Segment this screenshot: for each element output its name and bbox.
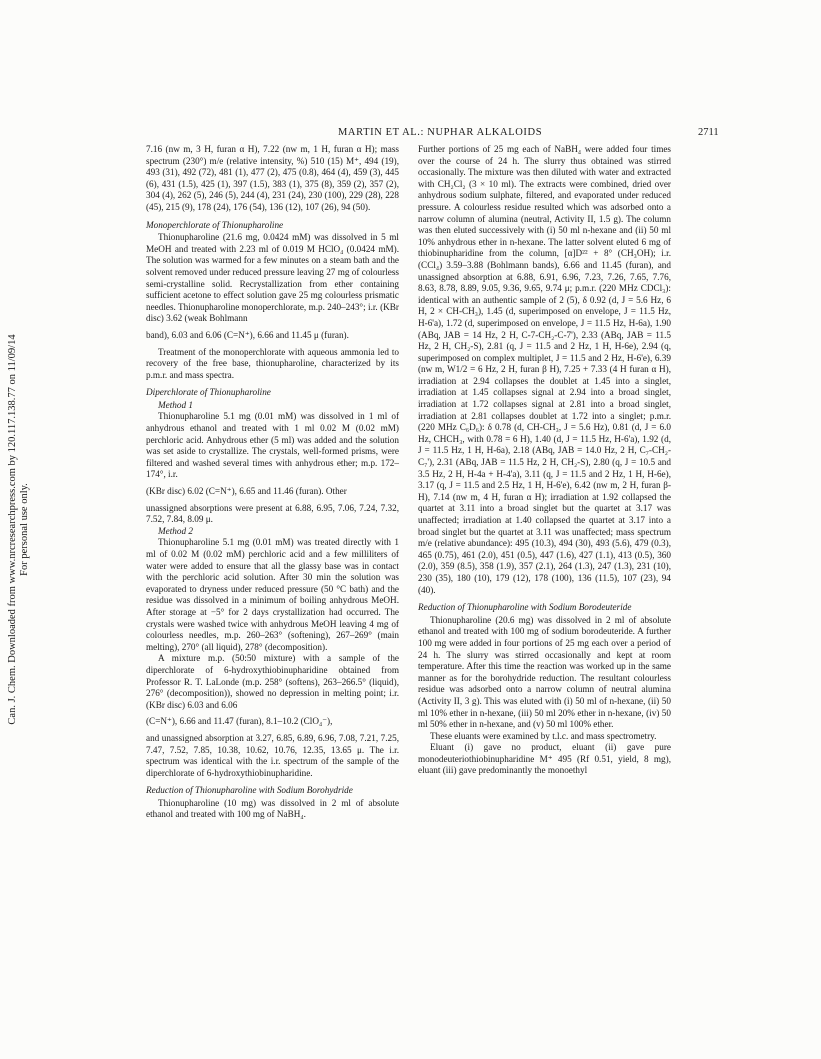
- download-watermark: [0, 0, 31, 1059]
- ir-kbr-line: (KBr disc) 6.02 (C=N⁺), 6.65 and 11.46 (furan). Other: [146, 486, 347, 497]
- monoperchlorate-paragraph: Thionupharoline (21.6 mg, 0.0424 mM) was dissolved in 5 ml MeOH and treated with 2.23 ml of 0.019 M HClO₄ (0.0424 mM). The solution was warmed for a few minutes on a steam bath and the solvent removed under reduced pressure leaving 27 mg of colourless semi-crystalline solid. Recrystallization from ether containing sufficient acetone to effect solution gave 25 mg colourless prismatic needles. Thionupharoline monoperchlorate, m.p. 240–243°; i.r. (KBr disc) 3.62 (weak Bohlmann: [146, 232, 399, 324]
- ir-perchlorate-line: (C=N⁺), 6.66 and 11.47 (furan), 8.1–10.2 (ClO₄⁻),: [146, 716, 333, 727]
- section-heading-borohydride: Reduction of Thionupharoline with Sodium Borohydride: [146, 785, 353, 796]
- unassigned-absorptions-line: unassigned absorptions were present at 6.88, 6.95, 7.06, 7.24, 7.32, 7.52, 7.84, 8.09 μ.: [146, 502, 399, 525]
- watermark-line-1: Can. J. Chem. Downloaded from www.nrcresearchpress.com by 120.117.138.77 on 11/09/14: [7, 334, 18, 725]
- spectrum-paragraph: 7.16 (nw m, 3 H, furan α H), 7.22 (nw m, 1 H, furan α H); mass spectrum (230°) m/e (relative intensity, %) 510 (15) M⁺, 494 (19), 493 (31), 492 (72), 481 (1), 477 (2), 475 (0.8), 464 (4), 459 (3), 445 (6), 431 (1.5), 425 (1), 397 (1.5), 383 (1), 375 (8), 359 (2), 357 (2), 304 (4), 262 (5), 246 (5), 244 (4), 231 (24), 230 (100), 229 (28), 228 (45), 215 (9), 178 (24), 176 (54), 136 (12), 107 (26), 94 (50).: [146, 144, 399, 212]
- reduction-paragraph: Further portions of 25 mg each of NaBH₄ were added four times over the course of 24 h. The slurry thus obtained was stirred occasionally. The mixture was then diluted with water and extracted with CH₂Cl₂ (3 × 10 ml). The extracts were combined, dried over anhydrous sodium sulphate, filtered, and evaporated under reduced pressure. A colourless residue resulted which was adsorbed onto a narrow column of alumina (neutral, Activity II, 1.5 g). The column was then eluted successively with (i) 50 ml n-hexane and (ii) 50 ml 10% anhydrous ether in n-hexane. The latter solvent eluted 6 mg of thiobinupharidine from the column, [α]D²² + 8° (CH₃OH); i.r. (CCl₄) 3.59–3.88 (Bohlmann bands), 6.66 and 11.45 (furan), and unassigned absorption at 6.88, 6.91, 6.96, 7.23, 7.26, 7.65, 7.76, 8.63, 8.78, 8.89, 9.05, 9.36, 9.65, 9.74 μ; p.m.r. (220 MHz CDCl₃): identical with an authentic sample of 2 (5), δ 0.92 (d, J = 5.6 Hz, 6 H, 2 × CH-CH₃), 1.45 (d, superimposed on envelope, J = 11.5 Hz, H-6'a), 1.72 (d, superimposed on envelope, J = 11.5 Hz, H-6a), 1.90 (ABq, JAB = 14 Hz, 2 H, C-7-CH₂-C-7'), 2.33 (ABq, JAB = 11.5 Hz, 2 H, CH₂-S), 2.81 (q, J = 11.5 and 2 Hz, 1 H, H-6e), 2.94 (q, superimposed on complex multiplet, J = 11.5 and 2 Hz, H-6'e), 6.39 (nw m, W1/2 = 6 Hz, 2 H, furan β H), 7.25 + 7.33 (4 H furan α H), irradiation at 2.94 collapses the doublet at 1.45 into a singlet, irradiation at 1.45 collapses signal at 2.94 into a broad singlet, irradiation at 1.72 collapses signal at 2.81 into a broad singlet, irradiation at 2.81 collapses doublet at 1.72 into a singlet; p.m.r. (220 MHz C₆D₆): δ 0.78 (d, CH-CH₃, J = 5.6 Hz), 0.81 (d, J = 6.0 Hz, CHCH₃, with 0.78 = 6 H), 1.40 (d, J = 11.5 Hz, H-6'a), 1.92 (d, J = 11.5 Hz, 1 H, H-6a), 2.18 (ABq, JAB = 14.0 Hz, 2 H, C₇-CH₂-C₇'), 2.31 (ABq, JAB = 11.5 Hz, 2 H, CH₂-S), 2.80 (q, J = 10.5 and 3.5 Hz, 2 H, H-4a + H-4'a), 3.11 (q, J = 11.5 and 2 Hz, 1 H, H-6e), 3.17 (q, J = 11.5 and 2.5 Hz, 1 H, H-6'e), 6.42 (nw m, 2 H, furan β-H), 7.14 (nw m, 4 H, furan α H); irradiation at 1.92 collapsed the quartet at 3.11 into a broad singlet but the quartet at 3.17 was unaffected; irradiation at 1.40 collapsed the quartet at 3.17 into a broad singlet but the quartet at 3.11 was unaffected; mass spectrum m/e (relative abundance): 495 (10.3), 494 (30), 493 (5.6), 479 (0.3), 465 (0.75), 461 (2.0), 451 (0.5), 447 (1.6), 427 (1.1), 413 (0.5), 360 (2.0), 359 (8.5), 358 (1.9), 357 (2.1), 264 (1.3), 247 (1.3), 231 (10), 230 (35), 180 (10), 179 (12), 178 (100), 136 (11.5), 107 (23), 94 (40).: [418, 144, 671, 595]
- method-2-heading: Method 2: [158, 525, 193, 536]
- page-header: [0, 127, 821, 143]
- running-head: MARTIN ET AL.: NUPHAR ALKALOIDS: [338, 127, 543, 138]
- mixture-mp-paragraph: A mixture m.p. (50:50 mixture) with a sample of the diperchlorate of 6-hydroxythiobinupharidine obtained from Professor R. T. LaLonde (m.p. 258° (softens), 263–266.5° (liquid), 276° (decomposition)), showed no depression in melting point; i.r. (KBr disc) 6.03 and 6.06: [146, 653, 399, 710]
- eluant-results-paragraph: Eluant (i) gave no product, eluant (ii) gave pure monodeuteriothiobinupharidine M⁺ 495 (Rf 0.51, yield, 8 mg), eluant (iii) gave predominantly the monoethyl: [418, 742, 671, 776]
- ir-identical-paragraph: and unassigned absorption at 3.27, 6.85, 6.89, 6.96, 7.08, 7.21, 7.25, 7.47, 7.52, 7.85, 10.38, 10.62, 10.76, 12.35, 13.65 μ. The i.r. spectrum was identical with the i.r. spectrum of the sample of the diperchlorate of 6-hydroxythiobinupharidine.: [146, 732, 399, 778]
- ir-band-line: band), 6.03 and 6.06 (C=N⁺), 6.66 and 11.45 μ (furan).: [146, 329, 349, 340]
- borodeuteride-paragraph: Thionupharoline (20.6 mg) was dissolved in 2 ml of absolute ethanol and treated with 100 mg of sodium borodeuteride. A further 100 mg were added in four portions of 25 mg each over a period of 24 h. The slurry was stirred occasionally and kept at room temperature. After this time the reaction was worked up in the same manner as for the borohydride reduction. The resultant colourless residue was adsorbed onto a narrow column of neutral alumina (Activity II, 3 g). This was eluted with (i) 50 ml of n-hexane, (ii) 50 ml 10% ether in n-hexane, (iii) 50 ml 20% ether in n-hexane, (iv) 50 ml 50% ether in n-hexane, and (v) 50 ml 100% ether.: [418, 614, 671, 730]
- section-heading-diperchlorate: Diperchlorate of Thionupharoline: [146, 387, 271, 398]
- method-2-paragraph: Thionupharoline 5.1 mg (0.01 mM) was treated directly with 1 ml of 0.02 M (0.02 mM) perchloric acid and a few milliliters of water were added to ensure that all the glassy base was in contact with the perchloric acid solution. After 30 min the solution was evaporated to dryness under reduced pressure (50 °C bath) and the residue was dissolved in a minimum of boiling anhydrous MeOH. After storage at −5° for 2 days crystallization had occurred. The crystals were washed twice with anhydrous MeOH leaving 4 mg of colourless needles, m.p. 260–263° (softening), 267–269° (main melting), 270° (all liquid), 278° (decomposition).: [146, 537, 399, 652]
- method-1-heading: Method 1: [158, 399, 193, 410]
- watermark-line-2: For personal use only.: [19, 483, 30, 576]
- eluants-paragraph: These eluants were examined by t.l.c. and mass spectrometry.: [430, 730, 657, 741]
- page-number: 2711: [698, 127, 719, 138]
- left-column: [146, 144, 399, 821]
- method-1-paragraph: Thionupharoline 5.1 mg (0.01 mM) was dissolved in 1 ml of anhydrous ethanol and treated with 1 ml 0.02 M (0.02 mM) perchloric acid. Anhydrous ether (5 ml) was added and the solution was set aside to crystallize. The crystals, well-formed prisms, were filtered and washed several times with anhydrous ether; m.p. 172–174°, i.r.: [146, 411, 399, 480]
- borohydride-paragraph: Thionupharoline (10 mg) was dissolved in 2 ml of absolute ethanol and treated with 100 mg of NaBH₄.: [146, 797, 399, 820]
- section-heading-borodeuteride: Reduction of Thionupharoline with Sodium Borodeuteride: [418, 602, 632, 613]
- free-base-paragraph: Treatment of the monoperchlorate with aqueous ammonia led to recovery of the free base, thionupharoline, characterized by its p.m.r. and mass spectra.: [146, 346, 399, 380]
- section-heading-monoperchlorate: Monoperchlorate of Thionupharoline: [146, 219, 284, 230]
- right-column: [418, 144, 671, 777]
